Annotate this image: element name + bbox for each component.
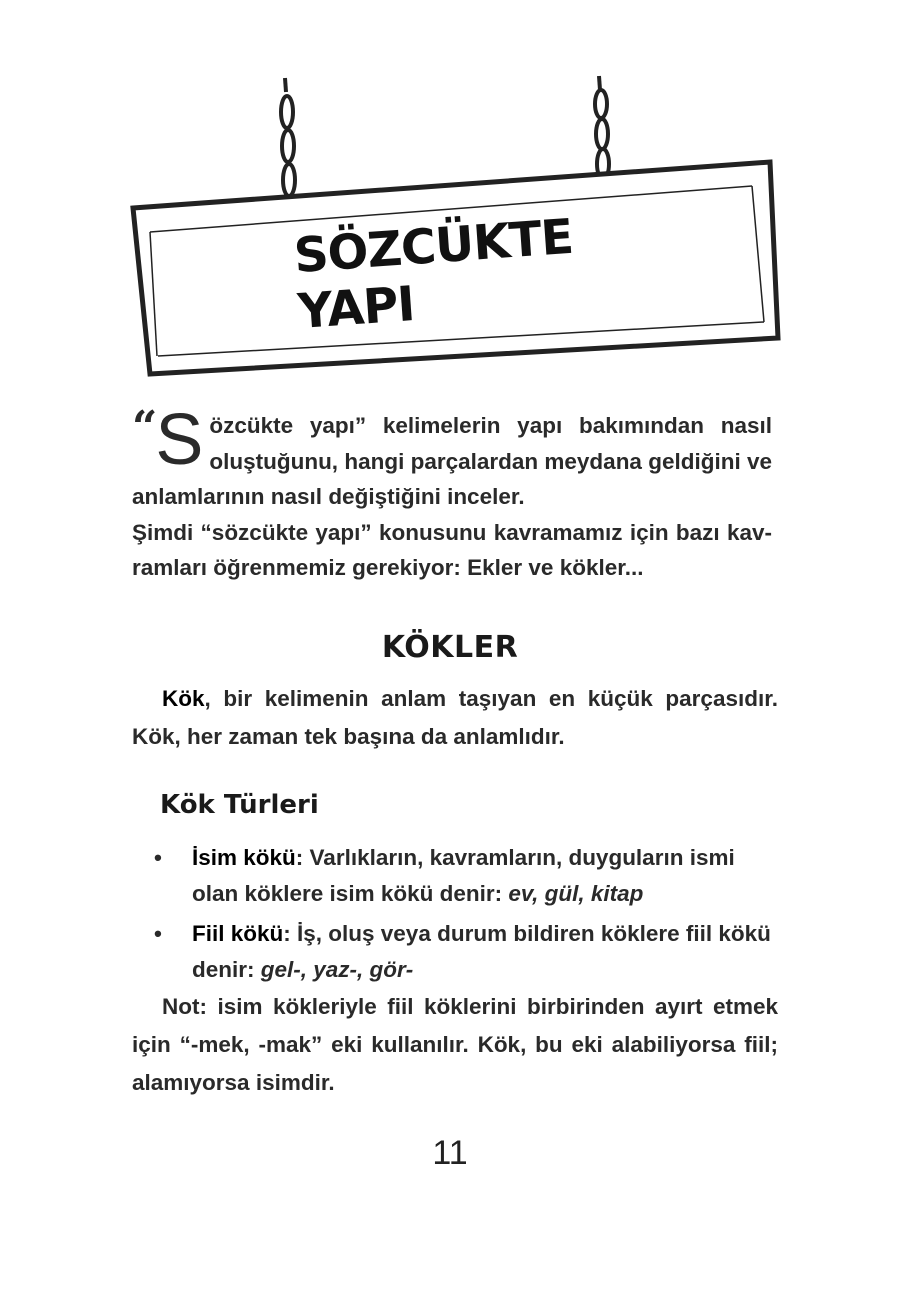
hanging-sign-illustration [0,0,900,400]
subheading-kok-turleri: Kök Türleri [160,790,319,820]
intro-text: özcükte yapı” kelimelerin yapı bakımından nasıl oluştuğunu, hangi parçalardan meydana geldiğini ve anlamlarının nasıl değiştiğini inceler. [132,413,772,509]
list-term: Fiil kökü [192,921,284,946]
list-item [150,916,778,988]
bullet-icon: • [154,921,162,946]
intro-paragraph-1 [132,400,772,515]
drop-cap [132,400,204,480]
left-chain-icon [281,78,296,210]
bullet-icon: • [154,845,162,870]
list-text: : İş, oluş veya durum bildiren köklere fiil kökü denir: [192,921,771,982]
opening-quote-icon: “ [132,402,154,453]
list-item [150,840,778,912]
kok-definition-text: , bir kelimenin anlam taşıyan en küçük parçasıdır. Kök, her zaman tek başına da anlamlıdır. [132,686,778,749]
list-term: İsim kökü [192,845,296,870]
page-number: 11 [432,1134,468,1172]
kok-types-list [150,840,778,992]
drop-cap-letter: S [155,400,204,480]
kok-definition [132,680,778,756]
page-title: SÖZCÜKTE YAPI [292,208,575,340]
note-paragraph [132,988,778,1102]
list-text: : Varlıkların, kavramların, duyguların ismi olan köklere isim kökü denir: [192,845,735,906]
intro-section [132,400,772,586]
kok-term: Kök [162,686,205,711]
note-text: Not: isim kökleriyle fiil köklerini birbirinden ayırt etmek için “-mek, -mak” eki kullanılır. Kök, bu eki alabiliyorsa fiil; alamıyorsa isimdir. [132,994,778,1095]
intro-paragraph-2: Şimdi “sözcükte yapı” konusunu kavramamız için bazı kavramları öğrenmemiz gerekiyor: Ekler ve kökler... [132,519,772,580]
list-examples: gel-, yaz-, gör- [260,957,414,982]
list-examples: ev, gül, kitap [508,881,644,906]
section-heading-kokler: KÖKLER [381,630,519,665]
